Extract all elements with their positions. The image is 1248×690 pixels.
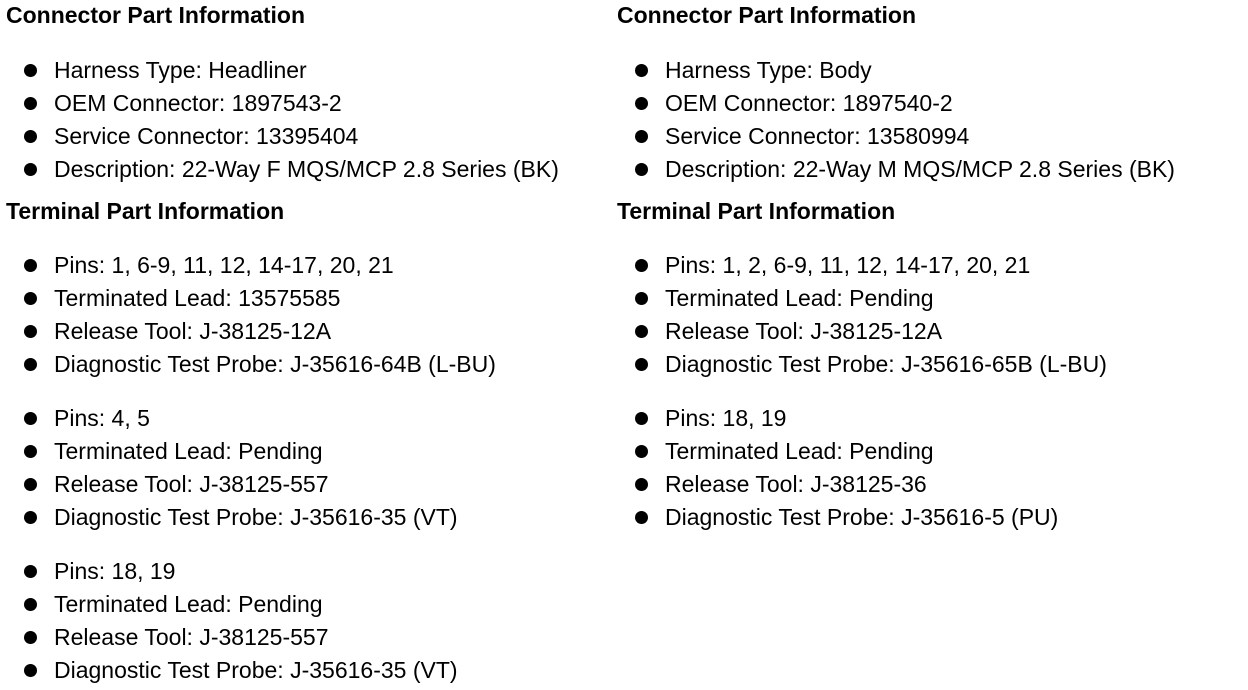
bullet-icon	[635, 64, 648, 77]
bullet-icon	[635, 478, 648, 491]
connector-heading: Connector Part Information	[617, 2, 917, 28]
list-item	[617, 284, 1107, 317]
list-item	[617, 350, 1107, 383]
list-item-text: OEM Connector: 1897543-2	[54, 90, 342, 116]
list-item	[617, 56, 1175, 89]
list-item-text: Pins: 18, 19	[54, 558, 176, 584]
bullet-icon	[635, 358, 648, 371]
list-item-text: Terminated Lead: Pending	[665, 438, 934, 464]
list-item	[6, 350, 496, 383]
bullet-icon	[24, 97, 37, 110]
list-item	[6, 56, 559, 89]
list-item	[6, 557, 458, 590]
list-item	[6, 404, 458, 437]
list-item-text: Diagnostic Test Probe: J-35616-35 (VT)	[54, 504, 458, 530]
terminal-group-list	[6, 557, 458, 689]
bullet-icon	[24, 631, 37, 644]
bullet-icon	[24, 445, 37, 458]
bullet-icon	[24, 130, 37, 143]
terminal-group-list	[6, 251, 496, 383]
bullet-icon	[24, 565, 37, 578]
list-item-text: Pins: 1, 6-9, 11, 12, 14-17, 20, 21	[54, 252, 394, 278]
list-item-text: Release Tool: J-38125-557	[54, 624, 329, 650]
list-item	[6, 590, 458, 623]
bullet-icon	[635, 412, 648, 425]
terminal-group-list	[617, 251, 1107, 383]
list-item	[6, 122, 559, 155]
connector-info-list	[6, 56, 559, 188]
list-item	[6, 470, 458, 503]
list-item-text: Service Connector: 13395404	[54, 123, 359, 149]
connector-info-list	[617, 56, 1175, 188]
bullet-icon	[635, 511, 648, 524]
list-item	[617, 155, 1175, 188]
list-item-text: Diagnostic Test Probe: J-35616-5 (PU)	[665, 504, 1059, 530]
list-item-text: Release Tool: J-38125-557	[54, 471, 329, 497]
list-item-text: Description: 22-Way M MQS/MCP 2.8 Series (BK)	[665, 156, 1175, 182]
bullet-icon	[635, 445, 648, 458]
bullet-icon	[635, 97, 648, 110]
list-item-text: Harness Type: Headliner	[54, 57, 307, 83]
list-item	[6, 656, 458, 689]
list-item	[617, 251, 1107, 284]
list-item	[617, 122, 1175, 155]
bullet-icon	[24, 64, 37, 77]
connector-heading: Connector Part Information	[6, 2, 306, 28]
list-item-text: Harness Type: Body	[665, 57, 872, 83]
list-item-text: OEM Connector: 1897540-2	[665, 90, 953, 116]
list-item-text: Pins: 18, 19	[665, 405, 787, 431]
list-item-text: Diagnostic Test Probe: J-35616-35 (VT)	[54, 657, 458, 683]
bullet-icon	[24, 478, 37, 491]
bullet-icon	[24, 664, 37, 677]
list-item-text: Pins: 4, 5	[54, 405, 150, 431]
bullet-icon	[635, 325, 648, 338]
list-item-text: Terminated Lead: Pending	[665, 285, 934, 311]
list-item	[6, 503, 458, 536]
list-item-text: Diagnostic Test Probe: J-35616-65B (L-BU)	[665, 351, 1107, 377]
bullet-icon	[24, 598, 37, 611]
bullet-icon	[24, 511, 37, 524]
bullet-icon	[24, 259, 37, 272]
bullet-icon	[635, 130, 648, 143]
terminal-group-list	[617, 404, 1058, 536]
bullet-icon	[24, 163, 37, 176]
list-item-text: Release Tool: J-38125-12A	[665, 318, 943, 344]
bullet-icon	[24, 412, 37, 425]
bullet-icon	[24, 292, 37, 305]
list-item	[6, 437, 458, 470]
list-item	[6, 623, 458, 656]
list-item-text: Terminated Lead: 13575585	[54, 285, 341, 311]
list-item	[617, 89, 1175, 122]
list-item-text: Terminated Lead: Pending	[54, 591, 323, 617]
list-item	[617, 404, 1058, 437]
list-item	[6, 251, 496, 284]
terminal-heading: Terminal Part Information	[617, 198, 896, 224]
list-item	[6, 284, 496, 317]
list-item	[617, 470, 1058, 503]
bullet-icon	[24, 325, 37, 338]
list-item-text: Description: 22-Way F MQS/MCP 2.8 Series (BK)	[54, 156, 559, 182]
list-item-text: Release Tool: J-38125-36	[665, 471, 927, 497]
list-item	[617, 437, 1058, 470]
list-item	[6, 155, 559, 188]
list-item-text: Release Tool: J-38125-12A	[54, 318, 332, 344]
bullet-icon	[635, 292, 648, 305]
bullet-icon	[635, 163, 648, 176]
list-item-text: Service Connector: 13580994	[665, 123, 970, 149]
terminal-heading: Terminal Part Information	[6, 198, 285, 224]
list-item	[6, 89, 559, 122]
bullet-icon	[24, 358, 37, 371]
list-item	[617, 317, 1107, 350]
list-item	[617, 503, 1058, 536]
list-item-text: Pins: 1, 2, 6-9, 11, 12, 14-17, 20, 21	[665, 252, 1031, 278]
terminal-group-list	[6, 404, 458, 536]
list-item-text: Terminated Lead: Pending	[54, 438, 323, 464]
list-item-text: Diagnostic Test Probe: J-35616-64B (L-BU)	[54, 351, 496, 377]
list-item	[6, 317, 496, 350]
bullet-icon	[635, 259, 648, 272]
